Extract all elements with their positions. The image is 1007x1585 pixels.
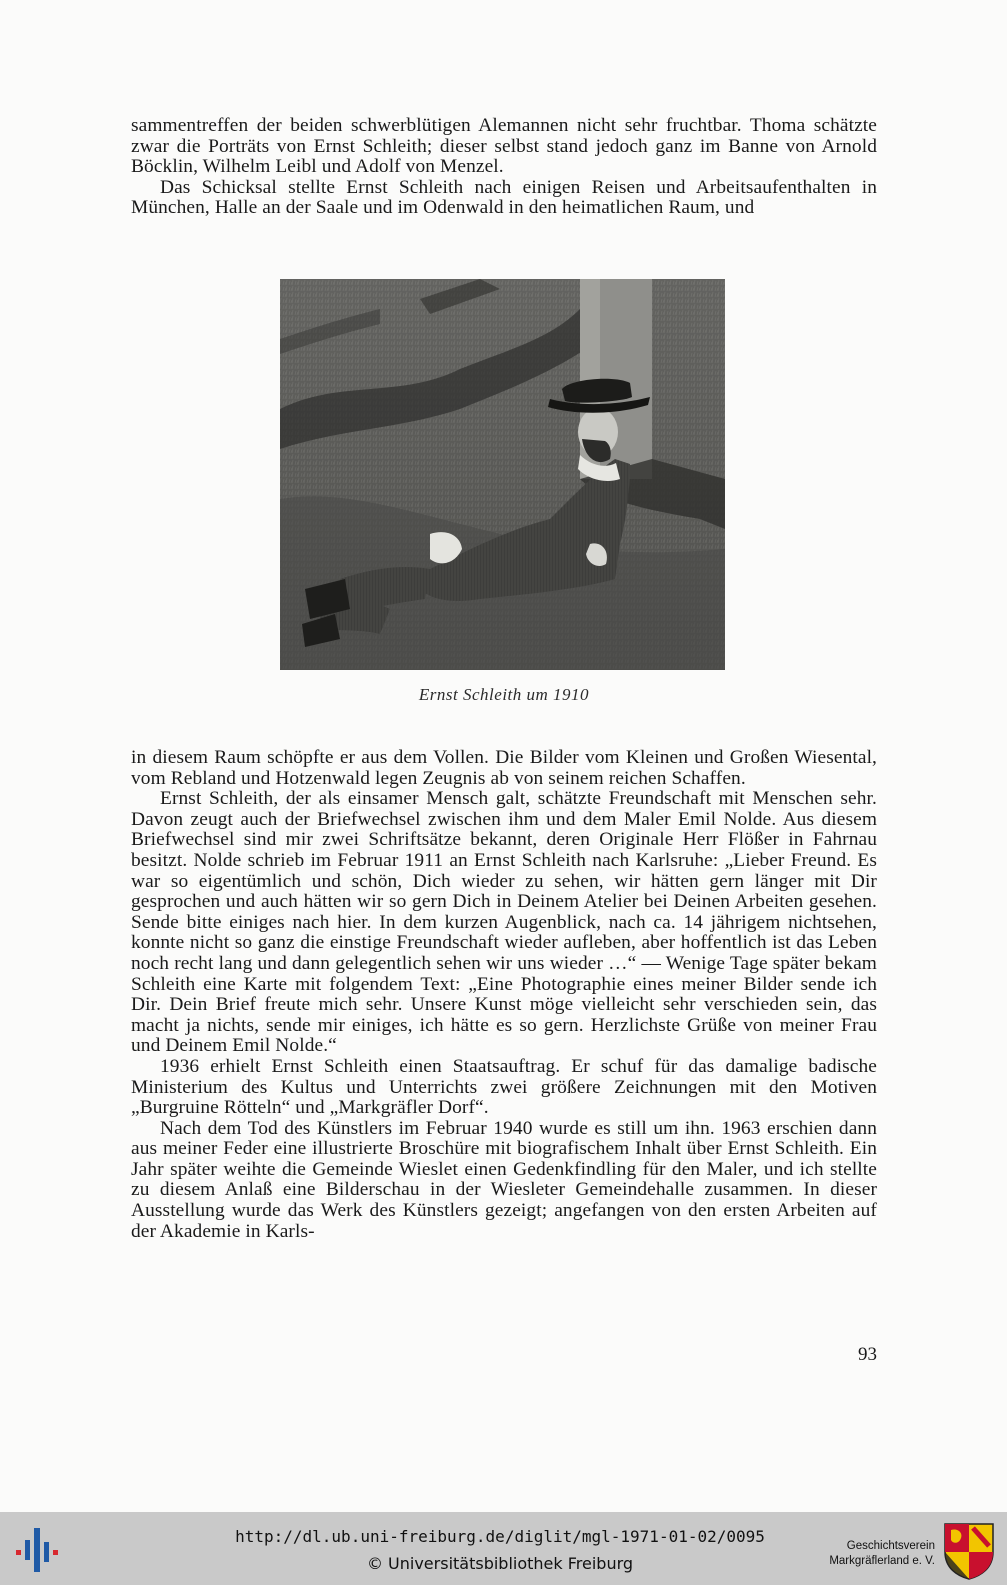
paragraph: Ernst Schleith, der als einsamer Mensch galt, schätzte Freundschaft mit Menschen sehr. Davon zeugt auch der Briefwechsel zwischen ihm und dem Maler Emil Nolde. Aus diesem Briefwechsel sind mir zwei Schriftsätze bekannt, deren Originale Herr Flößer in Fahrnau besitzt. Nolde schrieb im Februar 1911 an Ernst Schleith nach Karlsruhe: „Lieber Freund. Es war so eigentümlich und schön, Dich wieder zu sehen, wir hätten gern länger mit Dir gesprochen und auch hätten wir so gern Dich in Deinem Atelier bei Deinen Arbeiten gesehen. Sende bitte einiges nach hier. In dem kurzen Augenblick, nach ca. 14 jährigem nichtsehen, konnte nicht so ganz die einstige Freundschaft wieder aufleben, aber hoffentlich ist das Leben noch recht lang und dann gelegentlich sehen wir uns wieder …“ — Wenige Tage später bekam Schleith eine Karte mit folgendem Text: „Eine Photographie eines meiner Bilder sende ich Dir. Dein Brief freute mich sehr. Unsere Kunst möge vielleicht sehr verschieden sein, das macht ja nichts, sende mir einiges, ich hätte es so gern. Herzlichste Grüße von meiner Frau und Deinem Emil Nolde.“ [131,788,877,1057]
paragraph: 1936 erhielt Ernst Schleith einen Staatsauftrag. Er schuf für das damalige badische Ministerium des Kultus und Unterrichts zwei größere Zeichnungen mit den Motiven „Burgruine Rötteln“ und „Markgräfler Dorf“. [131,1055,877,1119]
paragraph: in diesem Raum schöpfte er aus dem Vollen. Die Bilder vom Kleinen und Großen Wiesental, vom Rebland und Hotzenwald legen Zeugnis ab von seinem reichen Schaffen. [131,747,877,789]
society-line: Geschichtsverein [846,1540,935,1552]
paragraph: Nach dem Tod des Künstlers im Februar 1940 wurde es still um ihn. 1963 erschien dann aus meiner Feder eine illustrierte Broschüre mit biografischem Inhalt über Ernst Schleith. Ein Jahr später weihte die Gemeinde Wieslet einen Gedenkfindling für den Maler, und ich stellte zu diesem Anlaß eine Bilderschau in der Wiesleter Gemeindehalle zusammen. In dieser Ausstellung wurde das Werk des Künstlers gezeigt; angefangen von den ersten Arbeiten auf der Akademie in Karls- [131,1117,877,1242]
page-number: 93 [858,1344,877,1365]
photo-ernst-schleith [280,279,725,670]
portrait-photo [280,279,725,670]
paragraph: Das Schicksal stellte Ernst Schleith nach einigen Reisen und Arbeitsaufenthalten in München, Halle an der Saale und im Odenwald in den heimatlichen Raum, und [131,176,877,219]
coat-of-arms-icon[interactable] [943,1522,995,1580]
society-line: Markgräflerland e. V. [829,1555,935,1567]
photo-caption: Ernst Schleith um 1910 [418,685,590,704]
document-url-link[interactable]: http://dl.ub.uni-freiburg.de/diglit/mgl-1971-01-02/0095 [235,1527,765,1546]
society-name [800,1539,935,1569]
paragraph: sammentreffen der beiden schwerblütigen Alemannen nicht sehr fruchtbar. Thoma schätzte zwar die Porträts von Ernst Schleith; dieser selbst stand jedoch ganz im Banne von Arnold Böcklin, Wilhelm Leibl und Adolf von Menzel. [131,115,877,178]
body-text-top [131,116,877,219]
body-text-bottom [131,748,877,1242]
copyright-notice: © Universitätsbibliothek Freiburg [366,1554,634,1573]
ub-freiburg-logo-icon[interactable] [14,1528,64,1572]
